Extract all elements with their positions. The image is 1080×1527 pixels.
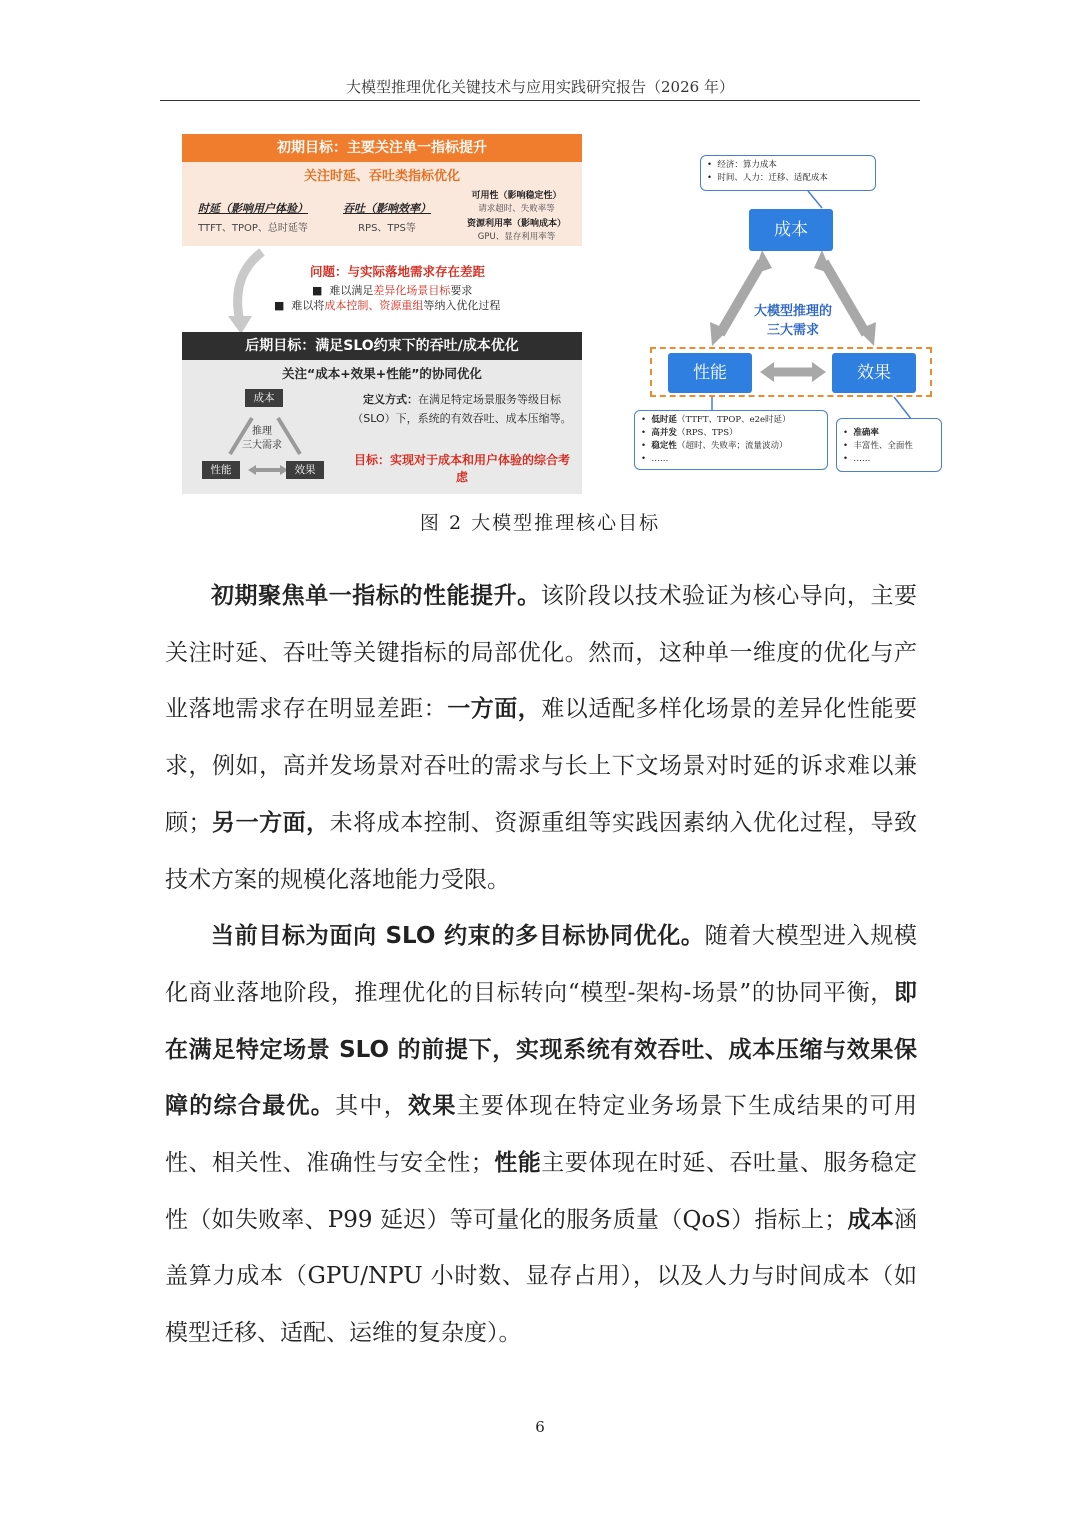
triangle-center-label bbox=[738, 302, 848, 340]
issue-2-a: 难以将 bbox=[291, 299, 325, 312]
running-header: 大模型推理优化关键技术与应用实践研究报告（2026 年） bbox=[346, 78, 734, 96]
mini-center-line-1: 推理 bbox=[252, 426, 272, 437]
cost-callout-line-2: • 时间、人力：迁移、适配成本 bbox=[707, 173, 828, 183]
issue-line-1 bbox=[312, 282, 472, 298]
p1-bold-1: 一方面， bbox=[447, 696, 542, 723]
later-goal-bar: 后期目标：满足SLO约束下的吞吐/成本优化 bbox=[182, 332, 582, 360]
initial-goal-bar: 初期目标：主要关注单一指标提升 bbox=[182, 134, 582, 162]
issue-1-b: 要求 bbox=[450, 284, 473, 297]
mini-center-line-2: 三大需求 bbox=[242, 440, 282, 451]
p2-text-c: 其中， bbox=[335, 1093, 409, 1120]
perf-callout-bold-3: 稳定性 bbox=[651, 441, 677, 451]
p2-bold-cost: 成本 bbox=[847, 1206, 895, 1233]
definition-text bbox=[352, 390, 572, 428]
p1-lead: 初期聚焦单一指标的性能提升。 bbox=[211, 583, 541, 609]
metric-latency bbox=[188, 200, 318, 234]
effect-callout-line-2: • 丰富性、全面性 bbox=[843, 441, 913, 451]
goal-text: 目标：实现对于成本和用户体验的综合考虑 bbox=[353, 453, 570, 484]
perf-callout-line-1: • 低时延（TTFT、TPOP、e2e时延） bbox=[641, 415, 791, 425]
metric-latency-title: 时延（影响用户体验） bbox=[198, 202, 308, 215]
later-goal-focus: 关注“成本+效果+性能”的协同优化 bbox=[282, 366, 482, 381]
p2-text-f: 涵盖算力成本（GPU/NPU 小时数、显存占用），以及人力与时间成本（如模型迁移、适配、运维的复杂度）。 bbox=[165, 1206, 918, 1347]
paragraph-2 bbox=[165, 908, 917, 1362]
metric-latency-detail: TTFT、TPOP、总时延等 bbox=[198, 223, 308, 234]
node-performance: 性能 bbox=[668, 353, 752, 393]
paragraph-1 bbox=[165, 568, 917, 908]
p2-bold-1: 即在满足特定场景 SLO 的前提下，实现系统有效吞吐、成本压缩与效果保障的综合最优。 bbox=[165, 979, 917, 1120]
metric-availability bbox=[454, 188, 579, 242]
mini-node-cost: 成本 bbox=[245, 389, 283, 407]
issue-2-b: 等纳入优化过程 bbox=[423, 299, 501, 312]
perf-callout-line-4: • …… bbox=[641, 454, 669, 464]
p1-bold-2: 另一方面， bbox=[211, 809, 330, 836]
effect-callout-line-1: • 准确率 bbox=[843, 428, 879, 438]
p2-lead: 当前目标为面向 SLO 约束的多目标协同优化。 bbox=[211, 923, 705, 950]
header-rule bbox=[160, 100, 920, 101]
cost-callout-text-2: 时间、人力：迁移、适配成本 bbox=[717, 173, 828, 183]
metric-utilization-detail: GPU、显存利用率等 bbox=[477, 232, 556, 242]
effect-callout-text-3: …… bbox=[853, 454, 871, 464]
p1-text-d: 未将成本控制、资源重组等实践因素纳入优化过程，导致技术方案的规模化落地能力受限。 bbox=[165, 809, 918, 893]
node-effect: 效果 bbox=[832, 353, 916, 393]
effect-callout-text-2: 丰富性、全面性 bbox=[853, 441, 913, 451]
issue-2-red: 成本控制、资源重组 bbox=[324, 299, 424, 312]
p2-bold-effect: 效果 bbox=[408, 1093, 457, 1120]
perf-callout-line-2: • 高并发（RPS、TPS） bbox=[641, 428, 738, 438]
issue-title: 问题：与实际落地需求存在差距 bbox=[310, 264, 486, 279]
mini-node-effect: 效果 bbox=[286, 461, 324, 479]
definition-body: 在满足特定场景服务等级目标（SLO）下，系统的有效吞吐、成本压缩等。 bbox=[352, 393, 572, 425]
metric-availability-detail: 请求超时、失败率等 bbox=[478, 204, 555, 214]
triangle-center-line-2: 三大需求 bbox=[766, 323, 819, 338]
effect-callout-line-3: • …… bbox=[843, 454, 871, 464]
figure-caption: 图 2 大模型推理核心目标 bbox=[419, 512, 661, 534]
metric-throughput bbox=[332, 200, 442, 234]
perf-callout-bold-1: 低时延 bbox=[651, 415, 677, 425]
p2-text-a: 随着大模型进入规模化商业落地阶段，推理优化的目标转向“模型-架构-场景”的协同平衡， bbox=[165, 923, 917, 1006]
perf-callout-text-1: （TTFT、TPOP、e2e时延） bbox=[676, 415, 791, 425]
bullet-square-icon: ■ bbox=[274, 299, 292, 312]
issue-1-red: 差异化场景目标 bbox=[373, 284, 451, 297]
cost-callout-line-1: • 经济：算力成本 bbox=[707, 160, 777, 170]
perf-callout-line-3: • 稳定性（超时、失败率；流量波动） bbox=[641, 441, 788, 451]
node-cost: 成本 bbox=[749, 209, 833, 251]
perf-callout-bold-2: 高并发 bbox=[651, 428, 677, 438]
perf-callout-text-2: （RPS、TPS） bbox=[676, 428, 738, 438]
perf-callout-text-3: （超时、失败率；流量波动） bbox=[676, 441, 788, 451]
definition-label: 定义方式： bbox=[363, 393, 418, 406]
metric-throughput-detail: RPS、TPS等 bbox=[358, 223, 416, 234]
p2-text-e: 主要体现在时延、吞吐量、服务稳定性（如失败率、P99 延迟）等可量化的服务质量（QoS）指标上； bbox=[165, 1150, 918, 1233]
effect-callout bbox=[836, 418, 942, 472]
metric-throughput-title: 吞吐（影响效率） bbox=[343, 202, 431, 215]
transition-arrow bbox=[222, 246, 282, 336]
p2-text-d: 主要体现在特定业务场景下生成结果的可用性、相关性、准确性与安全性； bbox=[165, 1093, 918, 1177]
mini-node-performance: 性能 bbox=[202, 461, 240, 479]
mini-triangle-center bbox=[242, 425, 282, 453]
initial-goal-subtitle: 关注时延、吞吐类指标优化 bbox=[303, 169, 460, 184]
figure-left-panel bbox=[182, 134, 582, 494]
page-number: 6 bbox=[535, 1418, 545, 1436]
body-text bbox=[165, 568, 917, 1362]
cost-callout-text-1: 经济：算力成本 bbox=[717, 160, 777, 170]
triangle-center-line-1: 大模型推理的 bbox=[753, 304, 832, 319]
bullet-square-icon: ■ bbox=[312, 284, 330, 297]
perf-callout-text-4: …… bbox=[651, 454, 669, 464]
performance-callout bbox=[634, 410, 828, 470]
metric-utilization-title: 资源利用率（影响成本） bbox=[466, 219, 566, 229]
p2-bold-performance: 性能 bbox=[493, 1150, 542, 1177]
metric-availability-title: 可用性（影响稳定性） bbox=[471, 191, 562, 201]
issue-line-2 bbox=[274, 297, 500, 313]
figure-right-panel bbox=[632, 150, 944, 480]
effect-callout-bold-1: 准确率 bbox=[853, 428, 879, 438]
p1-text-c: 难以适配多样化场景的差异化性能要求，例如，高并发场景对吞吐的需求与长上下文场景对时延的诉求难以兼顾； bbox=[165, 696, 918, 836]
p1-text-a: 该阶段以技术验证为核心导向，主要关注时延、吞吐等关键指标的局部优化。然而，这种单一维度的优化与产业落地需求存在明显差距： bbox=[165, 583, 918, 723]
issue-1-a: 难以满足 bbox=[329, 284, 374, 297]
